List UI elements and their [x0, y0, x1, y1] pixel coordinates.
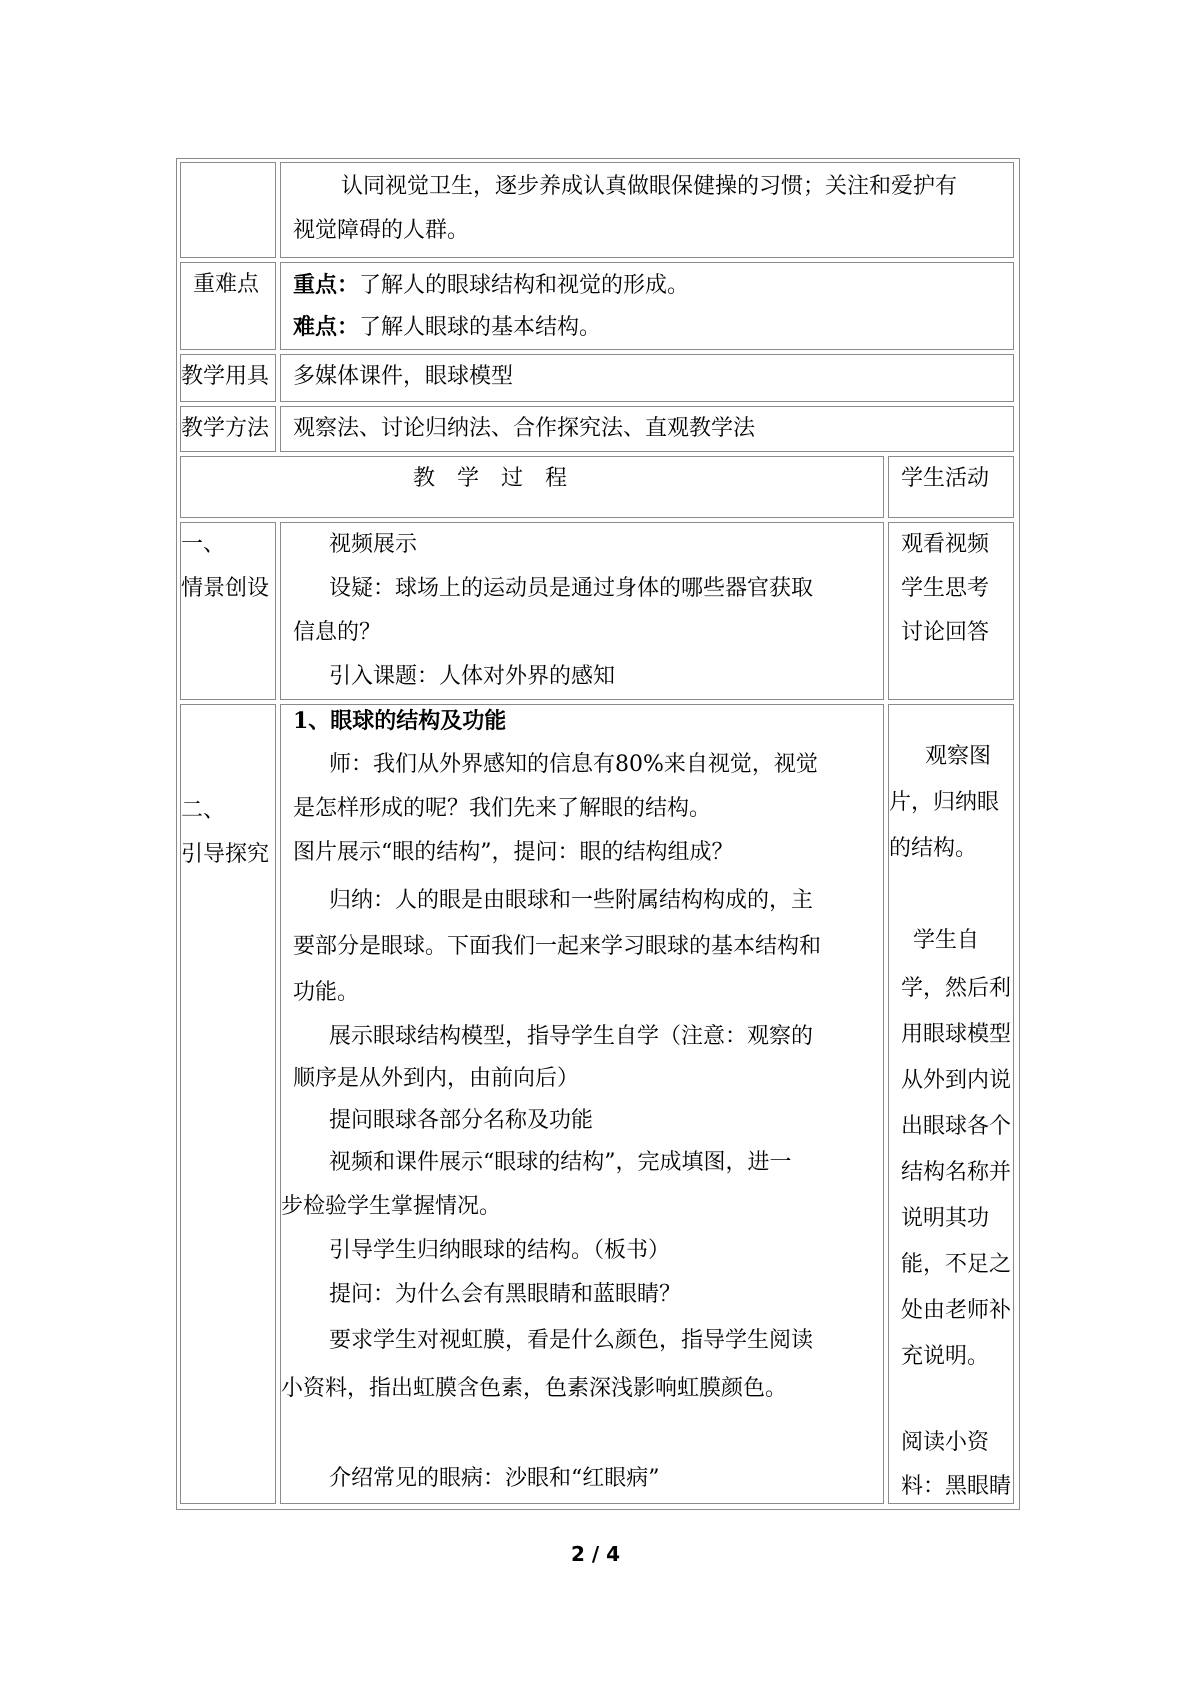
- methods-content-cell: [280, 406, 1014, 452]
- key-point-text: 了解人的眼球结构和视觉的形成。: [359, 273, 690, 298]
- goal-content-cell: [280, 162, 1014, 258]
- key-label-cell: [180, 262, 276, 350]
- methods-label-cell: [180, 406, 276, 452]
- section2-line: 引导学生归纳眼球的结构。（板书）: [329, 1238, 671, 1263]
- section1-activity-line: 学生思考: [901, 576, 990, 601]
- key-line: [293, 263, 689, 308]
- methods-label: 教学方法: [181, 416, 270, 441]
- section2-activity-line: 阅读小资: [901, 1430, 990, 1455]
- section2-label-cell: [180, 704, 276, 1504]
- section2-line: 展示眼球结构模型，指导学生自学（注意：观察的: [329, 1024, 814, 1049]
- key-point-label: 重点：: [293, 272, 360, 298]
- section2-line: 介绍常见的眼病：沙眼和“红眼病”: [329, 1466, 660, 1491]
- section2-activity-line: 说明其功: [901, 1206, 990, 1231]
- activity-header: 学生活动: [901, 466, 990, 491]
- goal-label-cell: [180, 162, 276, 258]
- section2-line: 步检验学生掌握情况。: [281, 1194, 502, 1219]
- section2-activity-line: 能，不足之: [901, 1252, 1012, 1277]
- section2-activity-line: 充说明。: [901, 1344, 990, 1369]
- section2-activity-line: 料：黑眼睛: [901, 1474, 1012, 1499]
- section2-activity-line: 学生自: [913, 928, 980, 953]
- tools-label: 教学用具: [181, 364, 270, 389]
- section2-content-cell: [280, 704, 884, 1504]
- section2-activity-line: 学，然后利: [901, 976, 1012, 1001]
- difficult-point-label: 难点：: [293, 314, 360, 340]
- section2-number: 二、: [181, 798, 226, 823]
- tools-label-cell: [180, 354, 276, 402]
- section2-activity-line: 的结构。: [889, 836, 978, 861]
- section1-line: 信息的？: [293, 620, 382, 645]
- section1-number: 一、: [181, 532, 226, 557]
- section2-line: 顺序是从外到内，由前向后）: [293, 1066, 580, 1091]
- section2-line: 归纳：人的眼是由眼球和一些附属结构构成的，主: [329, 888, 814, 913]
- difficult-point-text: 了解人眼球的基本结构。: [359, 315, 602, 340]
- section2-line: 要部分是眼球。下面我们一起来学习眼球的基本结构和: [293, 934, 822, 959]
- section2-activity-line: 从外到内说: [901, 1068, 1012, 1093]
- section2-activity-line: 观察图: [925, 744, 992, 769]
- section2-activity-line: 用眼球模型: [901, 1022, 1012, 1047]
- section2-line: 视频和课件展示“眼球的结构”，完成填图，进一: [329, 1150, 792, 1175]
- section2-name: 引导探究: [181, 842, 270, 867]
- process-header: 教 学 过 程: [413, 466, 568, 491]
- activity-header-cell: [888, 456, 1014, 518]
- section2-activity-line: 结构名称并: [901, 1160, 1012, 1185]
- section2-line: 小资料，指出虹膜含色素，色素深浅影响虹膜颜色。: [281, 1376, 788, 1401]
- section1-activity-cell: [888, 522, 1014, 700]
- section1-activity-line: 讨论回答: [901, 620, 990, 645]
- methods-text: 观察法、讨论归纳法、合作探究法、直观教学法: [293, 416, 756, 441]
- section1-name: 情景创设: [181, 576, 270, 601]
- section2-heading: 1、眼球的结构及功能: [293, 708, 507, 734]
- section1-line: 设疑：球场上的运动员是通过身体的哪些器官获取: [329, 576, 814, 601]
- section2-activity-line: 出眼球各个: [901, 1114, 1012, 1139]
- section2-line: 是怎样形成的呢？我们先来了解眼的结构。: [293, 796, 712, 821]
- section2-line: 图片展示“眼的结构”，提问：眼的结构组成？: [293, 840, 734, 865]
- process-header-cell: [180, 456, 884, 518]
- section2-line: 提问眼球各部分名称及功能: [329, 1108, 594, 1133]
- section2-line: 提问：为什么会有黑眼睛和蓝眼睛？: [329, 1282, 682, 1307]
- tools-content-cell: [280, 354, 1014, 402]
- section2-line: 功能。: [293, 980, 360, 1005]
- key-label: 重难点: [193, 272, 260, 297]
- difficult-line: [293, 305, 601, 350]
- section2-activity-cell: [888, 704, 1014, 1504]
- section1-line: 引入课题：人体对外界的感知: [329, 664, 616, 689]
- section1-line: 视频展示: [329, 532, 418, 557]
- section1-content-cell: [280, 522, 884, 700]
- section1-label-cell: [180, 522, 276, 700]
- goal-line: 认同视觉卫生，逐步养成认真做眼保健操的习惯；关注和爱护有: [341, 174, 958, 199]
- section2-line: 要求学生对视虹膜，看是什么颜色，指导学生阅读: [329, 1328, 814, 1353]
- key-content-cell: [280, 262, 1014, 350]
- section2-activity-line: 片，归纳眼: [889, 790, 1000, 815]
- page-number: 2 / 4: [570, 1542, 621, 1566]
- section2-activity-line: 处由老师补: [901, 1298, 1012, 1323]
- section1-activity-line: 观看视频: [901, 532, 990, 557]
- tools-text: 多媒体课件，眼球模型: [293, 364, 514, 389]
- section2-line: 师：我们从外界感知的信息有80%来自视觉，视觉: [329, 752, 818, 777]
- goal-line: 视觉障碍的人群。: [293, 218, 470, 243]
